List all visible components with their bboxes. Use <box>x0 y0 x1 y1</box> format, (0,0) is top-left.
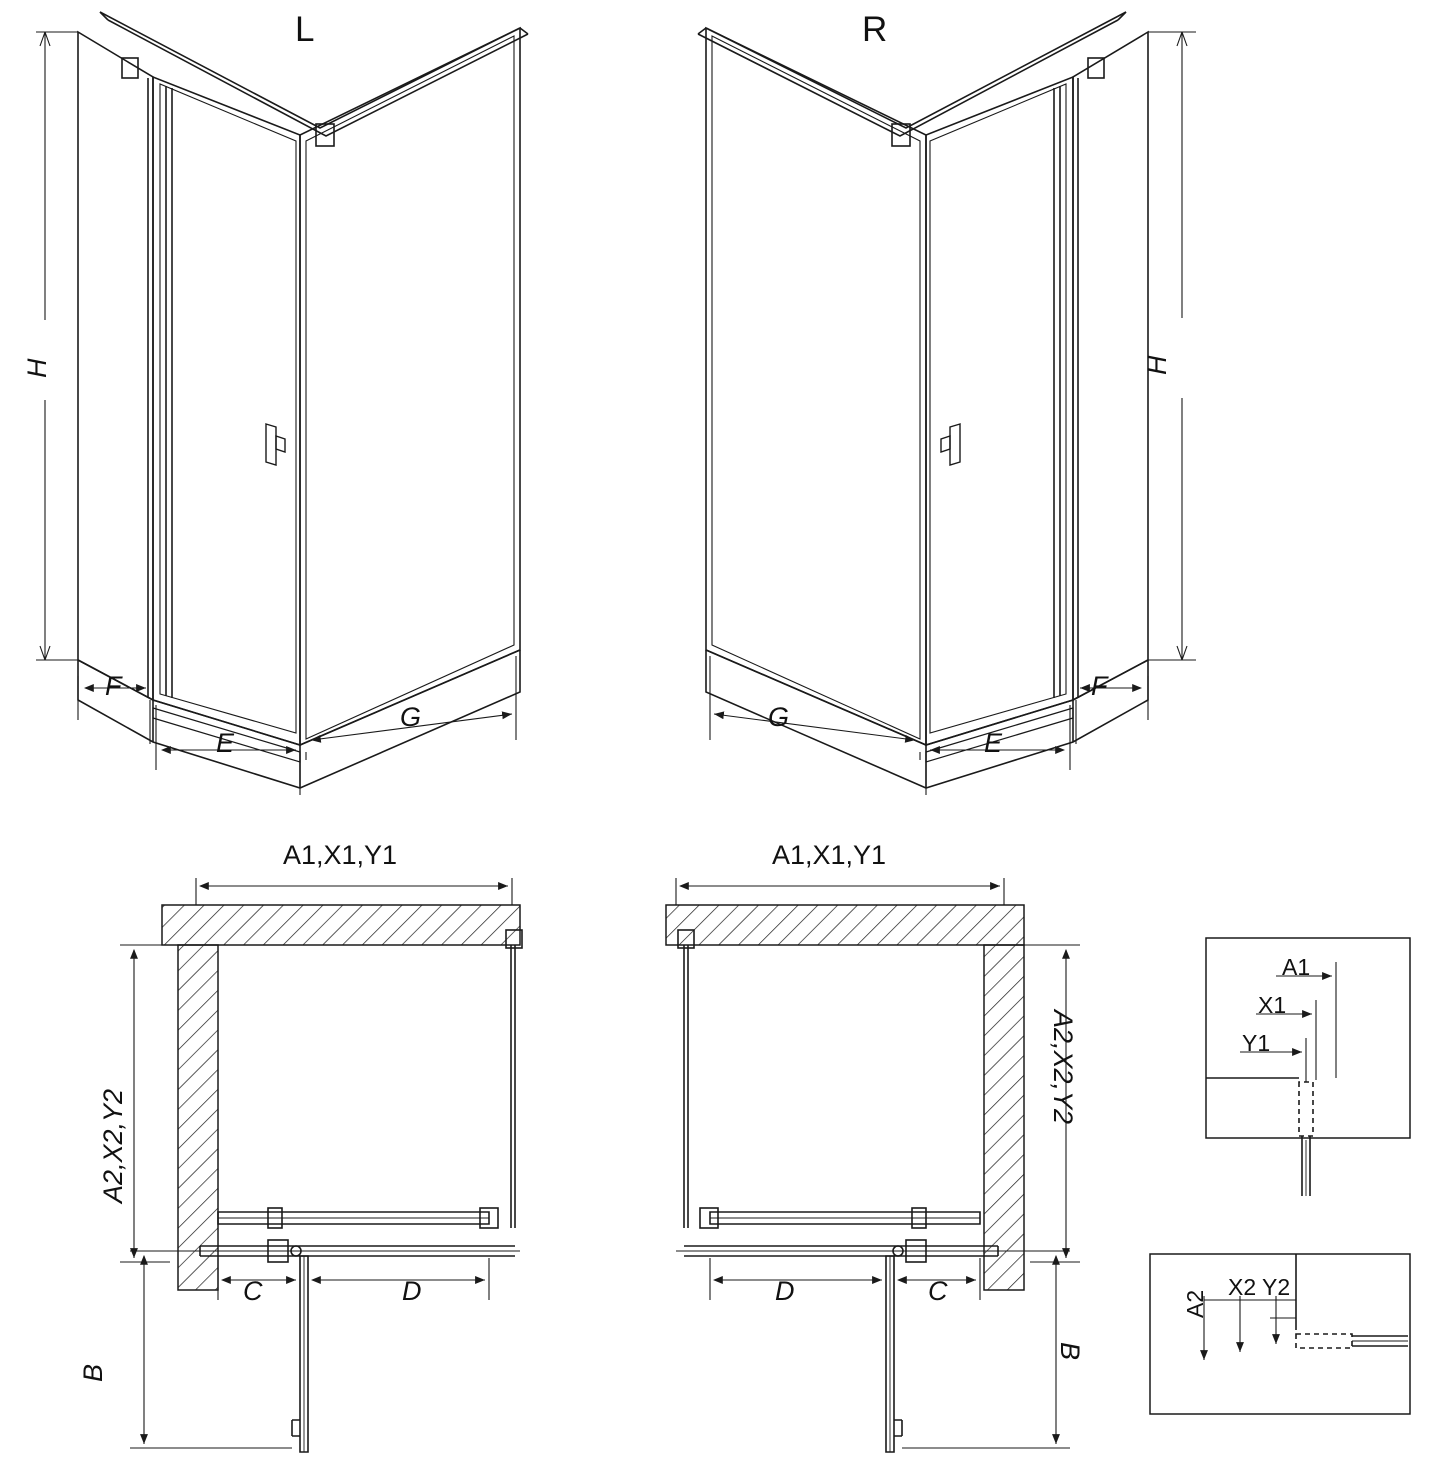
iso-right-height-label: H <box>1142 355 1172 375</box>
iso-right-label-g: G <box>768 702 790 732</box>
iso-right-label-e: E <box>984 728 1003 758</box>
plan-right-label-b: B <box>1055 1342 1085 1361</box>
detail-top-label-y1: Y1 <box>1242 1030 1271 1056</box>
plan-right-top-dim-label: A1,X1,Y1 <box>772 840 887 870</box>
detail-bottom-label-y2: Y2 <box>1262 1274 1291 1300</box>
iso-right-label-f: F <box>1091 671 1108 701</box>
plan-left-label-c: C <box>243 1276 263 1306</box>
iso-right-variant-label: R <box>862 10 888 49</box>
detail-bottom-label-a2: A2 <box>1182 1289 1208 1318</box>
plan-left-label-b: B <box>78 1363 108 1382</box>
plan-right-label-d: D <box>775 1276 795 1306</box>
plan-left-side-dim-label: A2,X2,Y2 <box>98 1088 128 1203</box>
detail-top-label-a1: A1 <box>1282 954 1311 980</box>
detail-top-label-x1: X1 <box>1258 992 1287 1018</box>
plan-right-label-c: C <box>928 1276 948 1306</box>
detail-bottom-label-x2: X2 <box>1228 1274 1257 1300</box>
iso-left-label-f: F <box>105 671 122 701</box>
plan-left-top-dim-label: A1,X1,Y1 <box>283 840 398 870</box>
iso-left-label-g: G <box>400 702 422 732</box>
iso-left-label-e: E <box>216 728 235 758</box>
iso-left-variant-label: L <box>295 10 315 49</box>
plan-left-label-d: D <box>402 1276 422 1306</box>
iso-left-height-label: H <box>22 358 52 378</box>
plan-right-side-dim-label: A2,X2,Y2 <box>1048 1010 1078 1125</box>
